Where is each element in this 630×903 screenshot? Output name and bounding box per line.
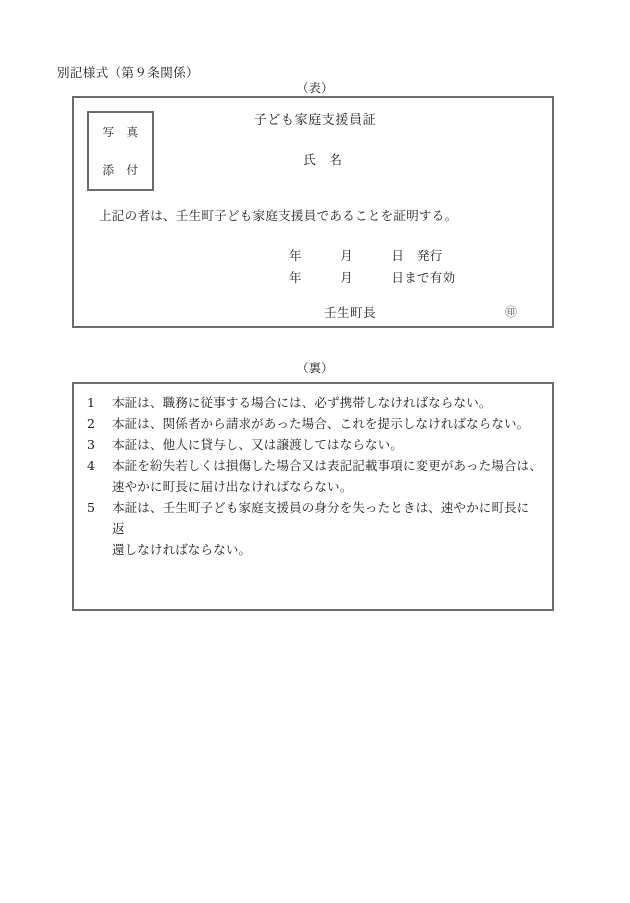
rule-number: 3 bbox=[87, 437, 96, 452]
rule-text-line1: 本証は、他人に貸与し、又は譲渡してはならない。 bbox=[112, 437, 403, 452]
form-reference-label: 別記様式（第９条関係） bbox=[57, 65, 199, 80]
rule-number: 5 bbox=[87, 500, 96, 515]
photo-label-line2: 添 付 bbox=[102, 163, 139, 177]
signature-row bbox=[74, 303, 556, 321]
rules-list bbox=[85, 392, 542, 560]
photo-label-line1: 写 真 bbox=[102, 125, 139, 139]
rule-text bbox=[112, 413, 542, 434]
rule-text bbox=[112, 434, 542, 455]
rule-text-line1: 本証は、職務に従事する場合には、必ず携帯しなければならない。 bbox=[112, 395, 492, 410]
expiry-date-line: 年 月 日まで有効 bbox=[289, 270, 456, 285]
rule-text-line1: 本証は、壬生町子ども家庭支援員の身分を失ったときは、速やかに町長に返 bbox=[112, 500, 530, 536]
issue-date-line: 年 月 日 発行 bbox=[289, 248, 443, 263]
rule-item bbox=[85, 413, 542, 434]
rule-text-line2: 還しなければならない。 bbox=[112, 542, 252, 557]
name-field-label: 氏 名 bbox=[303, 152, 343, 167]
front-side-caption: （表） bbox=[296, 81, 334, 95]
id-card-front bbox=[72, 96, 554, 328]
rule-text bbox=[112, 497, 542, 560]
rule-text bbox=[112, 455, 542, 497]
rule-text-line1: 本証は、関係者から請求があった場合、これを提示しなければならない。 bbox=[112, 416, 530, 431]
seal-stamp-icon: ㊞ bbox=[505, 305, 518, 319]
rule-text bbox=[112, 392, 542, 413]
rule-text-line2: 速やかに町長に届け出なければならない。 bbox=[112, 479, 353, 494]
id-card-back bbox=[72, 382, 554, 611]
rule-text-line1: 本証を紛失若しくは損傷した場合又は表記記載事項に変更があった場合は、 bbox=[112, 458, 542, 473]
rule-number: 2 bbox=[87, 416, 96, 431]
rule-item bbox=[85, 434, 542, 455]
card-title: 子ども家庭支援員証 bbox=[253, 113, 377, 128]
back-side-caption: （裏） bbox=[296, 361, 334, 375]
signatory-title: 壬生町長 bbox=[324, 305, 377, 320]
rule-item bbox=[85, 497, 542, 560]
rule-number: 1 bbox=[87, 395, 96, 410]
rule-number: 4 bbox=[87, 458, 96, 473]
certification-statement: 上記の者は、壬生町子ども家庭支援員であることを証明する。 bbox=[99, 208, 458, 223]
rule-item bbox=[85, 455, 542, 497]
rule-item bbox=[85, 392, 542, 413]
